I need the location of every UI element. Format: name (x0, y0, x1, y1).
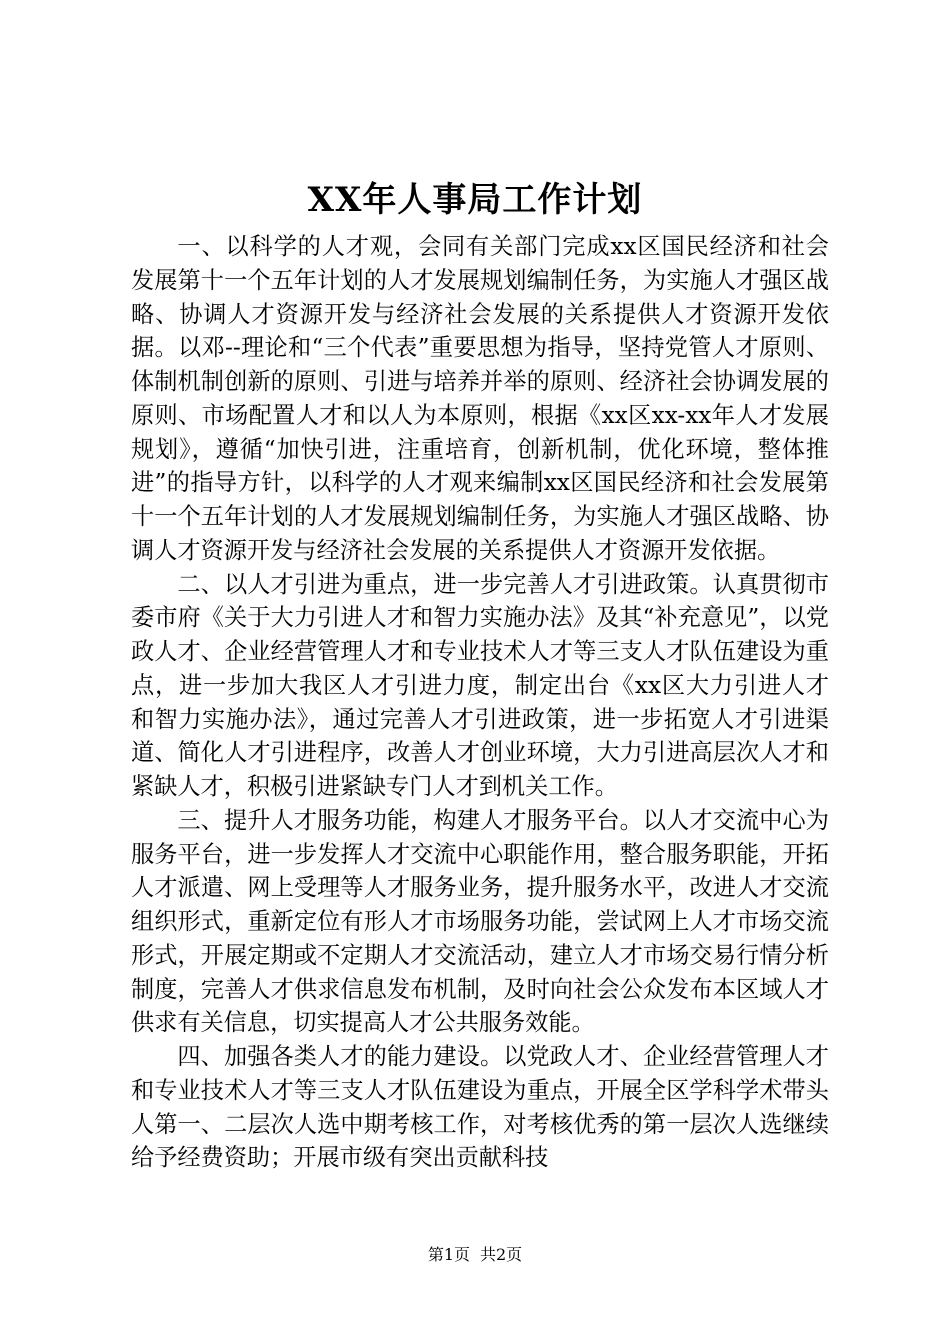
page-footer (0, 1244, 950, 1266)
document-body (131, 230, 829, 1175)
paragraph-3: 三、提升人才服务功能，构建人才服务平台。以人才交流中心为服务平台，进一步发挥人才交流中心职能作用，整合服务职能，开拓人才派遣、网上受理等人才服务业务，提升服务水平，改进人才交流组织形式，重新定位有形人才市场服务功能，尝试网上人才市场交流形式，开展定期或不定期人才交流活动，建立人才市场交易行情分析制度，完善人才供求信息发布机制，及时向社会公众发布本区域人才供求有关信息，切实提高人才公共服务效能。 (131, 806, 829, 1037)
page-total: 共2页 (480, 1245, 523, 1264)
page-number: 第1页 (427, 1245, 470, 1264)
paragraph-2: 二、以人才引进为重点，进一步完善人才引进政策。认真贯彻市委市府《关于大力引进人才和智力实施办法》及其“补充意见”，以党政人才、企业经营管理人才和专业技术人才等三支人才队伍建设为重点，进一步加大我区人才引进力度，制定出台《xx区大力引进人才和智力实施办法》，通过完善人才引进政策，进一步拓宽人才引进渠道、简化人才引进程序，改善人才创业环境，大力引进高层次人才和紧缺人才，积极引进紧缺专门人才到机关工作。 (131, 570, 829, 800)
paragraph-4: 四、加强各类人才的能力建设。以党政人才、企业经营管理人才和专业技术人才等三支人才队伍建设为重点，开展全区学科学术带头人第一、二层次人选中期考核工作，对考核优秀的第一层次人选继续给予经费资助；开展市级有突出贡献科技 (131, 1043, 829, 1172)
paragraph-1: 一、以科学的人才观，会同有关部门完成xx区国民经济和社会发展第十一个五年计划的人才发展规划编制任务，为实施人才强区战略、协调人才资源开发与经济社会发展的关系提供人才资源开发依据。以邓--理论和“三个代表”重要思想为指导，坚持党管人才原则、体制机制创新的原则、引进与培养并举的原则、经济社会协调发展的原则、市场配置人才和以人为本原则，根据《xx区xx-xx年人才发展规划》，遵循“加快引进，注重培育，创新机制，优化环境，整体推进”的指导方针，以科学的人才观来编制xx区国民经济和社会发展第十一个五年计划的人才发展规划编制任务，为实施人才强区战略、协调人才资源开发与经济社会发展的关系提供人才资源开发依据。 (131, 233, 829, 564)
document-title: XX年人事局工作计划 (307, 180, 643, 220)
